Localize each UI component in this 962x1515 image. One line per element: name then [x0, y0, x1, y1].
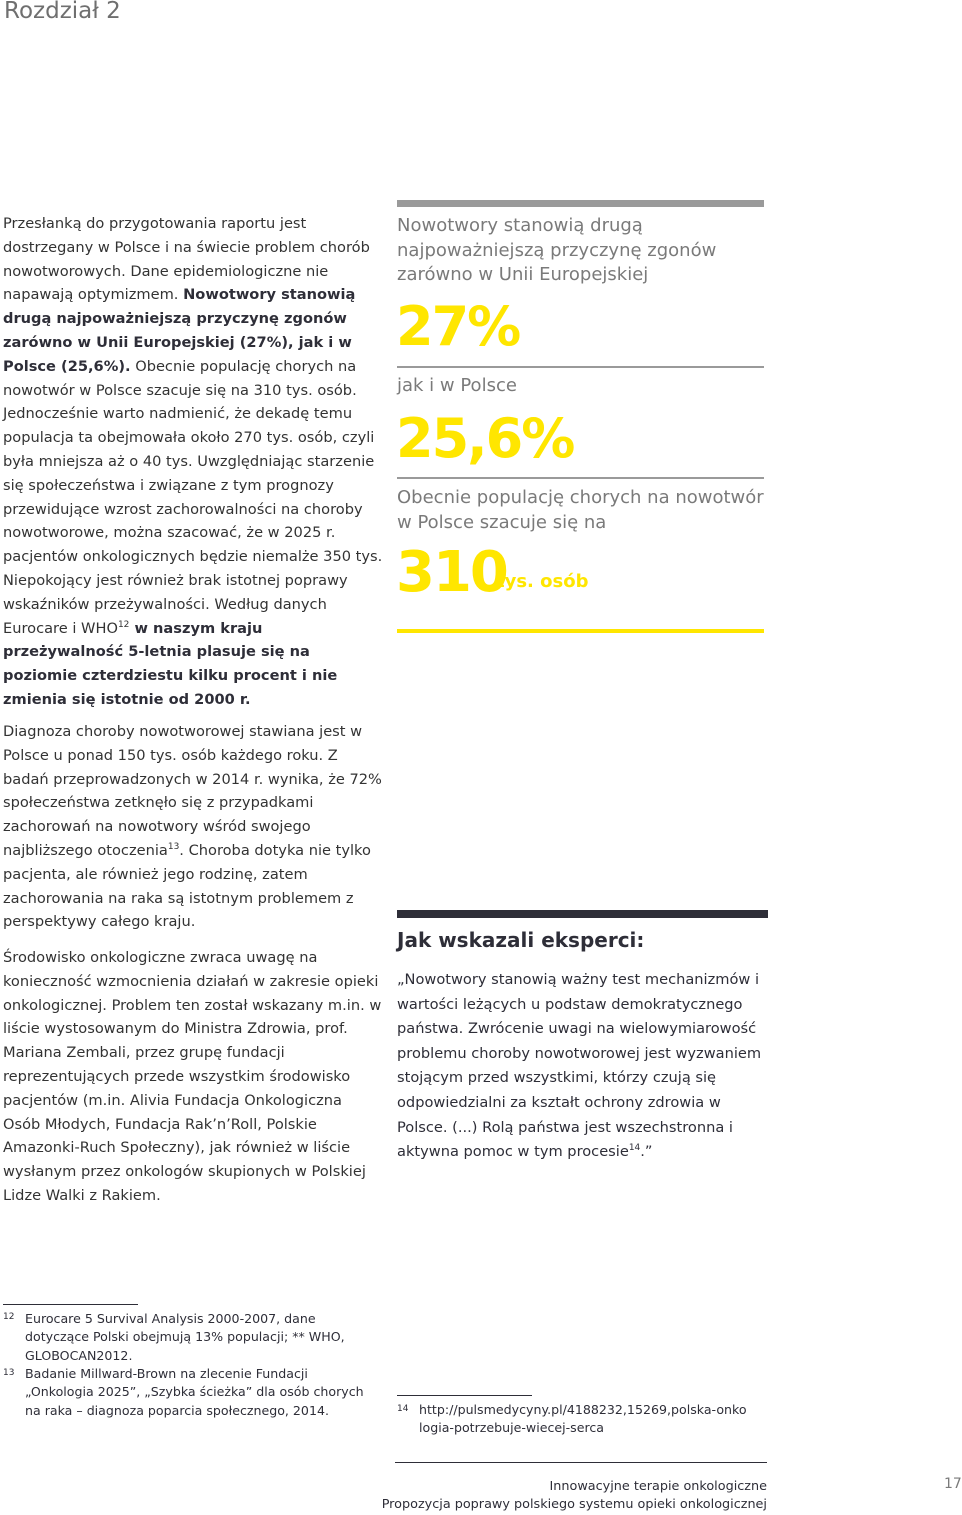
experts-top-bar — [397, 910, 768, 918]
footer-line-1: Innowacyjne terapie onkologiczne — [549, 1479, 767, 1494]
stats-intro: Nowotwory stanowią drugą najpoważniejszą przyczynę zgonów zarówno w Unii Europejskiej — [397, 215, 717, 285]
chapter-title: Rozdział 2 — [4, 0, 121, 24]
page-number: 17 — [944, 1476, 962, 1492]
stat-pop-label: Obecnie populację chorych na nowotwór w Polsce szacuje się na — [397, 487, 764, 533]
footnote-ref-12: 12 — [117, 619, 130, 630]
experts-quote — [397, 968, 769, 1165]
quote-end: .” — [640, 1143, 653, 1161]
body-paragraph-1 — [3, 212, 383, 712]
footnote-14[interactable]: http://pulsmedycyny.pl/4188232,15269,polska-onkologia-potrzebuje-wiecej-serca — [419, 1402, 747, 1436]
p2-text-a: Diagnoza choroby nowotworowej stawiana jest w Polsce u ponad 150 tys. osób każdego roku. Z badań przeprowadzonych w 2014 r. wynika, że 72% społeczeństwa zetknęło się z przypadkami zachorowań na nowotwory wśród swojego najbliższego otoczenia — [3, 723, 382, 859]
footnote-12: Eurocare 5 Survival Analysis 2000-2007, dane dotyczące Polski obejmują 13% populacji; ** WHO, GLOBOCAN2012. — [25, 1311, 345, 1363]
body-paragraph-3: Środowisko onkologiczne zwraca uwagę na konieczność wzmocnienia działań w zakresie opieki onkologicznej. Problem ten został wskazany m.in. w liście wystosowanym do Ministra Zdrowia, prof. Mariana Zembali, przez grupę fundacji reprezentujących przede wszystkim środowisko pacjentów (m.in. Alivia Fundacja Onkologiczna Osób Młodych, Fundacja Rak’n’Roll, Polskie Amazonki-Ruch Społeczny), jak również w liście wysłanym przez onkologów skupionych w Polskiej Lidze Walki z Rakiem. — [3, 949, 382, 1204]
stats-divider-1 — [397, 366, 764, 368]
stats-divider-2 — [397, 477, 764, 479]
stats-bottom-bar — [397, 629, 764, 633]
footnote-ref-14: 14 — [628, 1143, 641, 1154]
footnote-13-number: 13 — [3, 1368, 15, 1378]
footer-rule — [395, 1462, 767, 1463]
footnote-divider-right — [397, 1395, 532, 1396]
stats-top-bar — [397, 200, 764, 207]
p1-bold-a: Nowotwory stanowią drugą najpoważniejszą przyczynę zgonów zarówno w Unii Europejskiej (27%), jak i w Polsce (25,6%). — [3, 286, 356, 375]
p1-bold-b: w naszym kraju przeżywalność 5-letnia plasuje się na poziomie czterdziestu kilku procent i nie zmienia się istotnie od 2000 r. — [3, 619, 338, 708]
stat-pop-value: 310 — [396, 540, 507, 605]
footnote-divider-left — [3, 1304, 138, 1305]
p1-text-a: Przesłanką do przygotowania raportu jest dostrzegany w Polsce i na świecie problem chorób nowotworowych. Dane epidemiologiczne nie napawają optymizmem. — [3, 215, 370, 304]
stat-pop-unit: tys. osób — [496, 571, 589, 592]
footnote-14-number: 14 — [397, 1404, 409, 1414]
stat-pl-label: jak i w Polsce — [397, 375, 517, 396]
stat-pl-value: 25,6% — [396, 407, 574, 470]
footer-line-2: Propozycja poprawy polskiego systemu opieki onkologicznej — [381, 1497, 767, 1512]
footnote-ref-13: 13 — [167, 842, 180, 853]
stat-eu-value: 27% — [396, 295, 520, 358]
quote-text: „Nowotwory stanowią ważny test mechanizmów i wartości leżących u podstaw demokratycznego państwa. Zwrócenie uwagi na wielowymiarowość problemu choroby nowotworowej jest wyzwaniem stojącym przed wszystkimi, którzy czują się odpowiedzialni za kształt ochrony zdrowia w Polsce. (...) Rolą państwa jest wszechstronna i aktywna pomoc w tym procesie — [397, 971, 762, 1161]
experts-heading: Jak wskazali eksperci: — [397, 928, 645, 952]
body-paragraph-2 — [3, 720, 383, 934]
p1-text-b: Obecnie populację chorych na nowotwór w Polsce szacuje się na 310 tys. osób. Jednocześnie warto nadmienić, że dekadę temu populacja ta obejmowała około 270 tys. osób, czyli była mniejsza aż o 40 tys. Uwzględniając starzenie się społeczeństwa i związane z tym prognozy przewidujące wzrost zachorowalności na choroby nowotworowe, można szacować, że w 2025 r. pacjentów onkologicznych będzie niemalże 350 tys. Niepokojący jest również brak istotnej poprawy wskaźników przeżywalności. Według danych Eurocare i WHO — [3, 357, 383, 637]
footnote-13: Badanie Millward-Brown na zlecenie Fundacji „Onkologia 2025”, „Szybka ścieżka” dla osób chorych na raka – diagnoza poparcia społecznego, 2014. — [25, 1366, 364, 1418]
p2-text-b: . Choroba dotyka nie tylko pacjenta, ale również jego rodzinę, zatem zachorowania na raka są istotnym problemem z perspektywy całego kraju. — [3, 841, 371, 931]
footnote-12-number: 12 — [3, 1312, 15, 1322]
